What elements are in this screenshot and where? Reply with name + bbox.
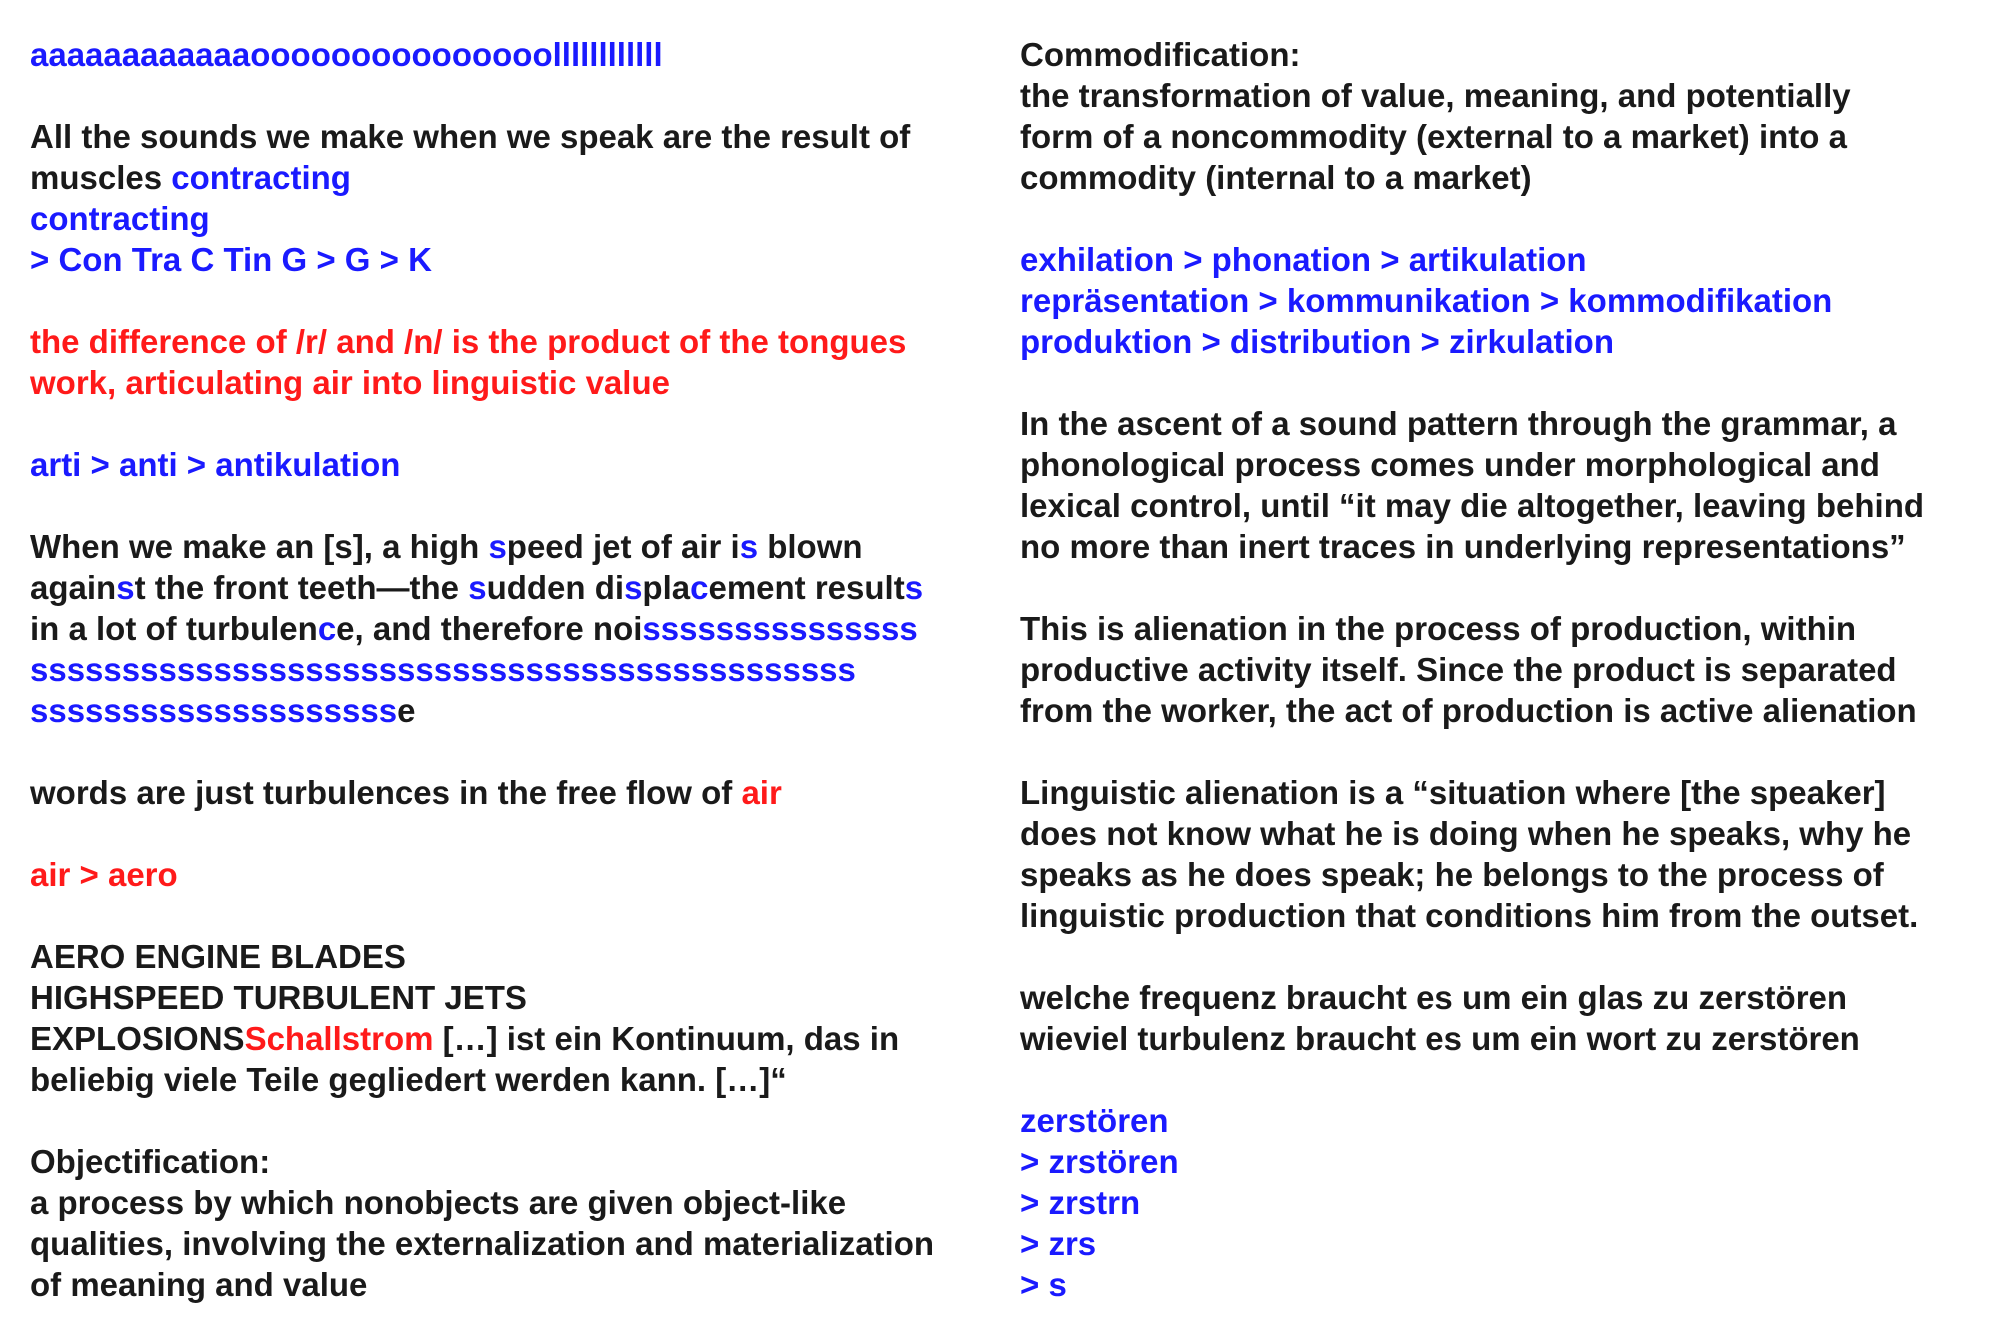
blank-line	[30, 813, 1010, 854]
right-text-line	[1020, 75, 1990, 116]
right-text-line	[1020, 157, 1990, 198]
text-span-black: e, and therefore noi	[336, 610, 643, 647]
text-span-black: […] ist ein Kontinuum, das in	[433, 1020, 900, 1057]
text-span-black: again	[30, 569, 117, 606]
text-span-blue: c	[690, 569, 709, 606]
blank-line	[1020, 198, 1990, 239]
right-text-line	[1020, 116, 1990, 157]
left-text-line	[30, 1182, 1010, 1223]
left-text-line	[30, 936, 1010, 977]
text-span-black: e	[397, 692, 416, 729]
text-span-black: pla	[642, 569, 691, 606]
blank-line	[1020, 936, 1990, 977]
left-text-line	[30, 526, 1010, 567]
blank-line	[30, 280, 1010, 321]
left-text-column	[30, 34, 1010, 1305]
right-text-line	[1020, 444, 1990, 485]
text-span-blue: repräsentation > kommunikation > kommodifikation	[1020, 282, 1833, 319]
right-text-line	[1020, 1018, 1990, 1059]
text-span-black: lexical control, until “it may die altogether, leaving behind	[1020, 487, 1925, 524]
left-text-line	[30, 198, 1010, 239]
text-span-red: air	[741, 774, 782, 811]
right-text-line	[1020, 1182, 1990, 1223]
right-text-line	[1020, 485, 1990, 526]
text-span-blue: produktion > distribution > zirkulation	[1020, 323, 1614, 360]
text-span-black: peed jet of air i	[506, 528, 740, 565]
text-span-blue: ssssssssssssssssssss	[30, 692, 398, 729]
text-span-blue: contracting	[171, 159, 351, 196]
text-span-blue: arti > anti > antikulation	[30, 446, 401, 483]
right-text-line	[1020, 608, 1990, 649]
text-span-black: phonological process comes under morphological and	[1020, 446, 1880, 483]
text-span-black: This is alienation in the process of production, within	[1020, 610, 1857, 647]
text-span-black: ement result	[708, 569, 905, 606]
text-span-black: Commodification:	[1020, 36, 1301, 73]
left-text-line	[30, 1264, 1010, 1305]
left-text-line	[30, 1141, 1010, 1182]
text-span-black: EXPLOSIONS	[30, 1020, 245, 1057]
left-text-line	[30, 772, 1010, 813]
text-span-black: does not know what he is doing when he speaks, why he	[1020, 815, 1912, 852]
blank-line	[30, 731, 1010, 772]
right-text-line	[1020, 34, 1990, 75]
right-text-line	[1020, 321, 1990, 362]
text-span-black: Linguistic alienation is a “situation where [the speaker]	[1020, 774, 1886, 811]
text-span-black: a process by which nonobjects are given object-like	[30, 1184, 847, 1221]
left-text-line	[30, 1223, 1010, 1264]
text-span-red: air > aero	[30, 856, 178, 893]
text-span-black: muscles	[30, 159, 172, 196]
text-span-blue: s	[488, 528, 507, 565]
text-span-red: work, articulating air into linguistic value	[30, 364, 670, 401]
text-span-black: no more than inert traces in underlying representations”	[1020, 528, 1906, 565]
blank-line	[30, 75, 1010, 116]
text-span-black: the transformation of value, meaning, and potentially	[1020, 77, 1851, 114]
right-text-line	[1020, 813, 1990, 854]
text-span-black: When we make an [s], a high	[30, 528, 489, 565]
text-span-black: Objectification:	[30, 1143, 271, 1180]
text-span-blue: c	[317, 610, 337, 647]
text-span-black: All the sounds we make when we speak are the result of	[30, 118, 911, 155]
left-text-line	[30, 34, 1010, 75]
text-span-black: In the ascent of a sound pattern through the grammar, a	[1020, 405, 1897, 442]
text-span-black: linguistic production that conditions him from the outset.	[1020, 897, 1919, 934]
left-text-line	[30, 690, 1010, 731]
right-text-line	[1020, 1264, 1990, 1305]
left-text-line	[30, 444, 1010, 485]
right-text-line	[1020, 895, 1990, 936]
text-span-black: speaks as he does speak; he belongs to the process of	[1020, 856, 1884, 893]
text-span-black: of meaning and value	[30, 1266, 368, 1303]
text-span-blue: > Con Tra C Tin G > G > K	[30, 241, 432, 278]
text-span-black: t the front teeth—the	[134, 569, 469, 606]
text-span-blue: s	[904, 569, 924, 606]
right-text-line	[1020, 977, 1990, 1018]
text-span-blue: s	[739, 528, 759, 565]
text-span-black: beliebig viele Teile gegliedert werden kann. […]“	[30, 1061, 787, 1098]
text-span-blue: > s	[1020, 1266, 1067, 1303]
text-span-blue: > zrstrn	[1020, 1184, 1141, 1221]
right-text-line	[1020, 772, 1990, 813]
right-text-line	[1020, 526, 1990, 567]
text-span-black: wieviel turbulenz braucht es um ein wort zu zerstören	[1020, 1020, 1860, 1057]
text-span-blue: aaaaaaaaaaaaooooooooooooooollllllllllll	[30, 36, 663, 73]
text-span-black: welche frequenz braucht es um ein glas zu zerstören	[1020, 979, 1848, 1016]
text-span-black: form of a noncommodity (external to a market) into a	[1020, 118, 1847, 155]
text-span-blue: exhilation > phonation > artikulation	[1020, 241, 1587, 278]
text-span-black: commodity (internal to a market)	[1020, 159, 1532, 196]
text-span-blue: sssssssssssssssssssssssssssssssssssssssssssss	[30, 651, 856, 688]
text-span-black: HIGHSPEED TURBULENT JETS	[30, 979, 527, 1016]
right-text-column	[1020, 34, 1990, 1305]
text-span-blue: s	[116, 569, 135, 606]
left-text-line	[30, 157, 1010, 198]
left-text-line	[30, 116, 1010, 157]
blank-line	[1020, 567, 1990, 608]
left-text-line	[30, 362, 1010, 403]
left-text-line	[30, 321, 1010, 362]
text-span-blue: s	[624, 569, 643, 606]
right-text-line	[1020, 649, 1990, 690]
right-text-line	[1020, 239, 1990, 280]
right-text-line	[1020, 280, 1990, 321]
text-span-black: in a lot of turbulen	[30, 610, 318, 647]
text-span-blue: > zrstören	[1020, 1143, 1179, 1180]
left-text-line	[30, 854, 1010, 895]
text-span-black: qualities, involving the externalization and materialization	[30, 1225, 935, 1262]
blank-line	[1020, 731, 1990, 772]
left-text-line	[30, 608, 1010, 649]
text-span-black: AERO ENGINE BLADES	[30, 938, 406, 975]
text-span-blue: > zrs	[1020, 1225, 1097, 1262]
left-text-line	[30, 1018, 1010, 1059]
left-text-line	[30, 649, 1010, 690]
right-text-line	[1020, 1223, 1990, 1264]
text-span-red: the difference of /r/ and /n/ is the product of the tongues	[30, 323, 907, 360]
text-span-black: productive activity itself. Since the product is separated	[1020, 651, 1897, 688]
right-text-line	[1020, 403, 1990, 444]
right-text-line	[1020, 690, 1990, 731]
right-text-line	[1020, 1100, 1990, 1141]
left-text-line	[30, 567, 1010, 608]
blank-line	[30, 895, 1010, 936]
text-span-blue: zerstören	[1020, 1102, 1169, 1139]
blank-line	[1020, 1059, 1990, 1100]
text-span-black: blown	[758, 528, 863, 565]
right-text-line	[1020, 854, 1990, 895]
text-span-blue: sssssssssssssss	[642, 610, 918, 647]
text-span-black: words are just turbulences in the free flow of	[30, 774, 742, 811]
blank-line	[30, 403, 1010, 444]
text-span-red: Schallstrom	[244, 1020, 434, 1057]
text-span-black: from the worker, the act of production is active alienation	[1020, 692, 1917, 729]
text-span-blue: contracting	[30, 200, 210, 237]
text-span-blue: s	[468, 569, 487, 606]
text-span-black: udden di	[486, 569, 625, 606]
blank-line	[1020, 362, 1990, 403]
left-text-line	[30, 977, 1010, 1018]
blank-line	[30, 485, 1010, 526]
left-text-line	[30, 239, 1010, 280]
right-text-line	[1020, 1141, 1990, 1182]
blank-line	[30, 1100, 1010, 1141]
left-text-line	[30, 1059, 1010, 1100]
